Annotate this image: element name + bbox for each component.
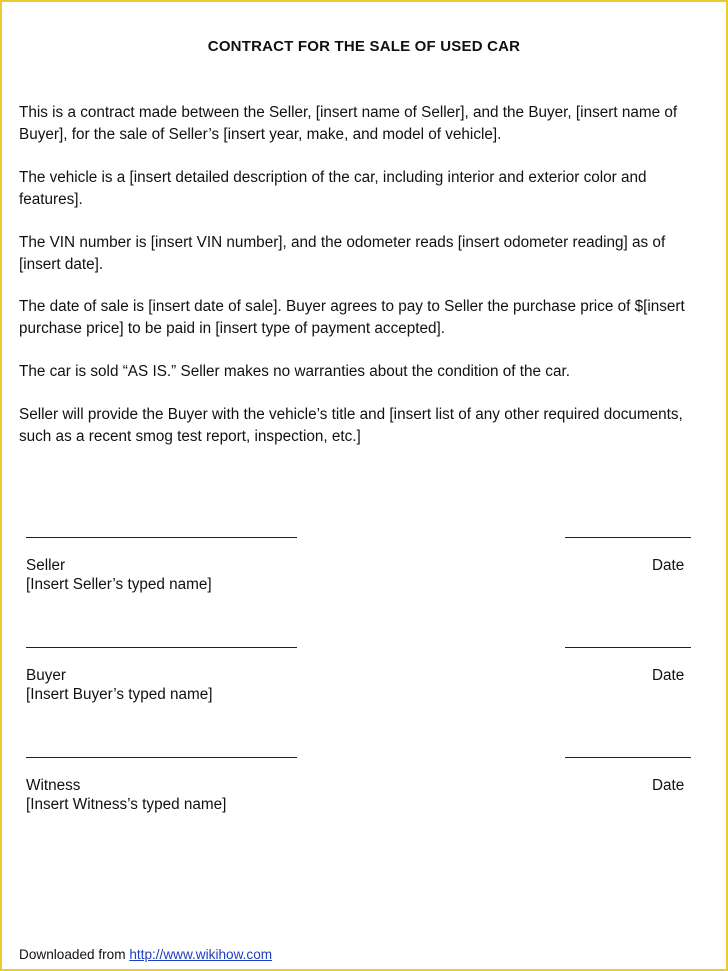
seller-label: Seller bbox=[26, 557, 66, 574]
buyer-date-label: Date bbox=[652, 667, 685, 684]
paragraph-parties: This is a contract made between the Seller, [insert name of Seller], and the Buyer, [insert name of Buyer], for the sale of Seller’s [insert year, make, and model of vehicle]. bbox=[19, 104, 678, 143]
seller-typed-name: [Insert Seller’s typed name] bbox=[26, 576, 212, 593]
buyer-typed-name: [Insert Buyer’s typed name] bbox=[26, 686, 213, 703]
paragraph-vehicle-description: The vehicle is a [insert detailed description of the car, including interior and exterior color and features]. bbox=[19, 169, 647, 208]
wikihow-link[interactable]: http://www.wikihow.com bbox=[129, 947, 273, 962]
seller-date-line bbox=[565, 537, 691, 538]
witness-typed-name: [Insert Witness’s typed name] bbox=[26, 796, 227, 813]
document-title: CONTRACT FOR THE SALE OF USED CAR bbox=[207, 38, 521, 55]
download-footer bbox=[19, 946, 272, 964]
buyer-signature-line bbox=[26, 647, 297, 648]
witness-date-line bbox=[565, 757, 691, 758]
paragraph-vin-odometer: The VIN number is [insert VIN number], and the odometer reads [insert odometer reading] as of [insert date]. bbox=[19, 234, 666, 273]
witness-date-label: Date bbox=[652, 777, 685, 794]
seller-date-label: Date bbox=[652, 557, 685, 574]
witness-label: Witness bbox=[26, 777, 81, 794]
paragraph-sale-price: The date of sale is [insert date of sale]. Buyer agrees to pay to Seller the purchase price of $[insert purchase price] to be paid in [insert type of payment accepted]. bbox=[19, 298, 685, 337]
buyer-date-line bbox=[565, 647, 691, 648]
buyer-label: Buyer bbox=[26, 667, 66, 684]
footer-prefix: Downloaded from bbox=[19, 947, 126, 962]
seller-signature-line bbox=[26, 537, 297, 538]
witness-signature-line bbox=[26, 757, 297, 758]
paragraph-documents: Seller will provide the Buyer with the vehicle’s title and [insert list of any other required documents, such as a recent smog test report, inspection, etc.] bbox=[19, 406, 683, 445]
paragraph-as-is: The car is sold “AS IS.” Seller makes no warranties about the condition of the car. bbox=[19, 363, 570, 380]
